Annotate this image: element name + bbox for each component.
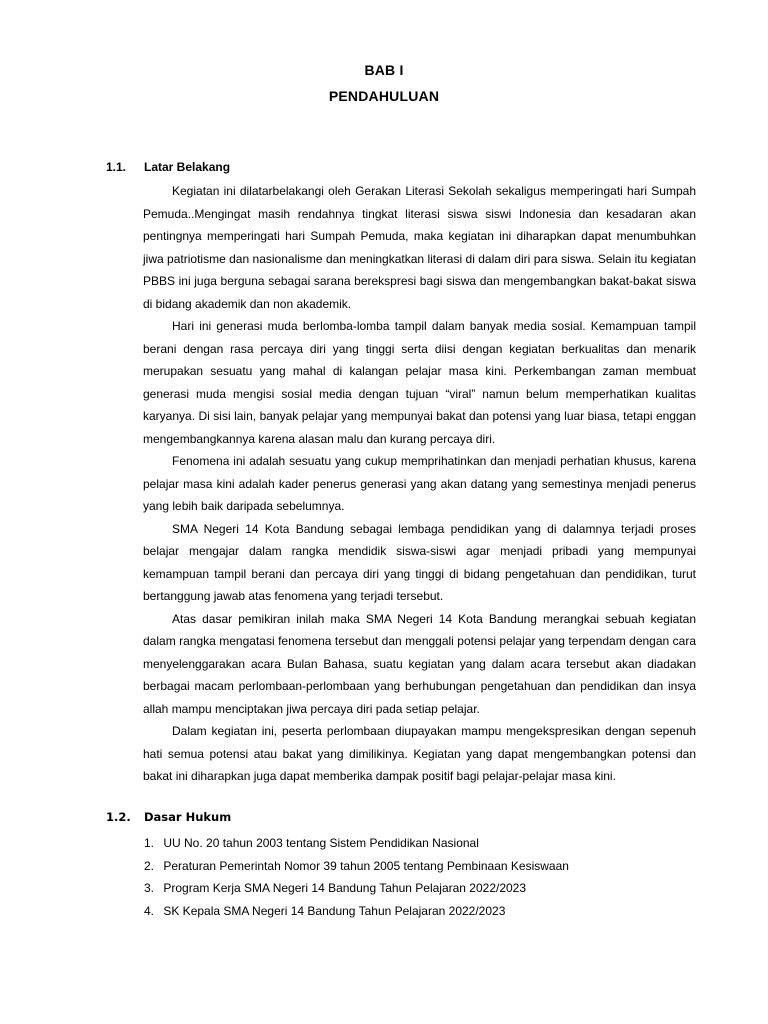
list-item bbox=[144, 900, 696, 923]
list-item bbox=[144, 855, 696, 878]
list-item bbox=[144, 832, 696, 855]
section-number: 1.1. bbox=[106, 160, 127, 174]
paragraph: Dalam kegiatan ini, peserta perlombaan diupayakan mampu mengekspresikan dengan sepenuh hati semua potensi atau bakat yang dimilikinya. Kegiatan yang dapat mengembangkan potensi dan bakat ini diharapkan juga dapat memberika dampak positif bagi pelajar-pelajar masa kini. bbox=[143, 724, 696, 783]
list-index: 4. bbox=[144, 904, 155, 919]
paragraph: Atas dasar pemikiran inilah maka SMA Negeri 14 Kota Bandung merangkai sebuah kegiatan dalam rangka mengatasi fenomena tersebut dan menggali potensi pelajar yang terpendam dengan cara menyelenggarakan acara Bulan Bahasa, suatu kegiatan yang dalam acara tersebut akan diadakan berbagai macam perlombaan-perlombaan yang berhubungan pengetahuan dan pendidikan dan insya allah mampu menciptakan jiwa percaya diri pada setiap pelajar. bbox=[143, 611, 696, 716]
section-latar-belakang bbox=[106, 158, 696, 788]
section-number: 1.2. bbox=[106, 810, 131, 824]
list-text: Program Kerja SMA Negeri 14 Bandung Tahun Pelajaran 2022/2023 bbox=[163, 881, 527, 896]
section-heading bbox=[106, 806, 696, 832]
paragraph: Hari ini generasi muda berlomba-lomba tampil dalam banyak media sosial. Kemampuan tampil berani dengan rasa percaya diri yang tinggi serta diisi dengan kegiatan berkualitas dan menarik merupakan sesuatu yang mahal di kalangan pelajar masa kini. Perkembangan zaman membuat generasi muda mengisi sosial media dengan tujuan “viral” namun belum memperhatikan kualitas karyanya. Di sisi lain, banyak pelajar yang mempunyai bakat dan potensi yang luar biasa, tetapi enggan mengembangkannya karena alasan malu dan kurang percaya diri. bbox=[143, 319, 696, 446]
paragraph: Fenomena ini adalah sesuatu yang cukup memprihatinkan dan menjadi perhatian khusus, karena pelajar masa kini adalah kader penerus generasi yang akan datang yang semestinya menjadi penerus yang lebih baik daripada sebelumnya. bbox=[143, 454, 696, 513]
chapter-number: BAB I bbox=[364, 62, 404, 78]
section-dasar-hukum bbox=[106, 806, 696, 923]
list-index: 2. bbox=[144, 858, 155, 873]
paragraph: Kegiatan ini dilatarbelakangi oleh Gerakan Literasi Sekolah sekaligus memperingati hari Sumpah Pemuda..Mengingat masih rendahnya tingkat literasi siswa siswi Indonesia dan kesadaran akan pentingnya memperingati hari Sumpah Pemuda, maka kegiatan ini diharapkan dapat menumbuhkan jiwa patriotisme dan nasionalisme dan meningkatkan literasi di dalam diri para siswa. Selain itu kegiatan PBBS ini juga berguna sebagai sarana berekspresi bagi siswa dan mengembangkan bakat-bakat siswa di bidang akademik dan non akademik. bbox=[143, 184, 696, 311]
list-text: Peraturan Pemerintah Nomor 39 tahun 2005 tentang Pembinaan Kesiswaan bbox=[163, 858, 569, 873]
section-title: Dasar Hukum bbox=[144, 810, 232, 824]
list-text: SK Kepala SMA Negeri 14 Bandung Tahun Pelajaran 2022/2023 bbox=[163, 904, 506, 919]
paragraph: SMA Negeri 14 Kota Bandung sebagai lembaga pendidikan yang di dalamnya terjadi proses belajar mengajar dalam rangka mendidik siswa-siswi agar menjadi pribadi yang mempunyai kemampuan tampil berani dan percaya diri yang tinggi di bidang pengetahuan dan pendidikan, turut bertanggung jawab atas fenomena yang terjadi tersebut. bbox=[143, 521, 696, 603]
section-title: Latar Belakang bbox=[144, 160, 231, 174]
legal-basis-list bbox=[144, 832, 696, 923]
list-index: 3. bbox=[144, 881, 155, 896]
list-index: 1. bbox=[144, 836, 155, 850]
section-body bbox=[143, 180, 696, 788]
section-heading bbox=[106, 158, 696, 180]
list-text: UU No. 20 tahun 2003 tentang Sistem Pendidikan Nasional bbox=[163, 836, 479, 850]
list-item bbox=[144, 877, 696, 900]
chapter-title: PENDAHULUAN bbox=[328, 88, 440, 104]
